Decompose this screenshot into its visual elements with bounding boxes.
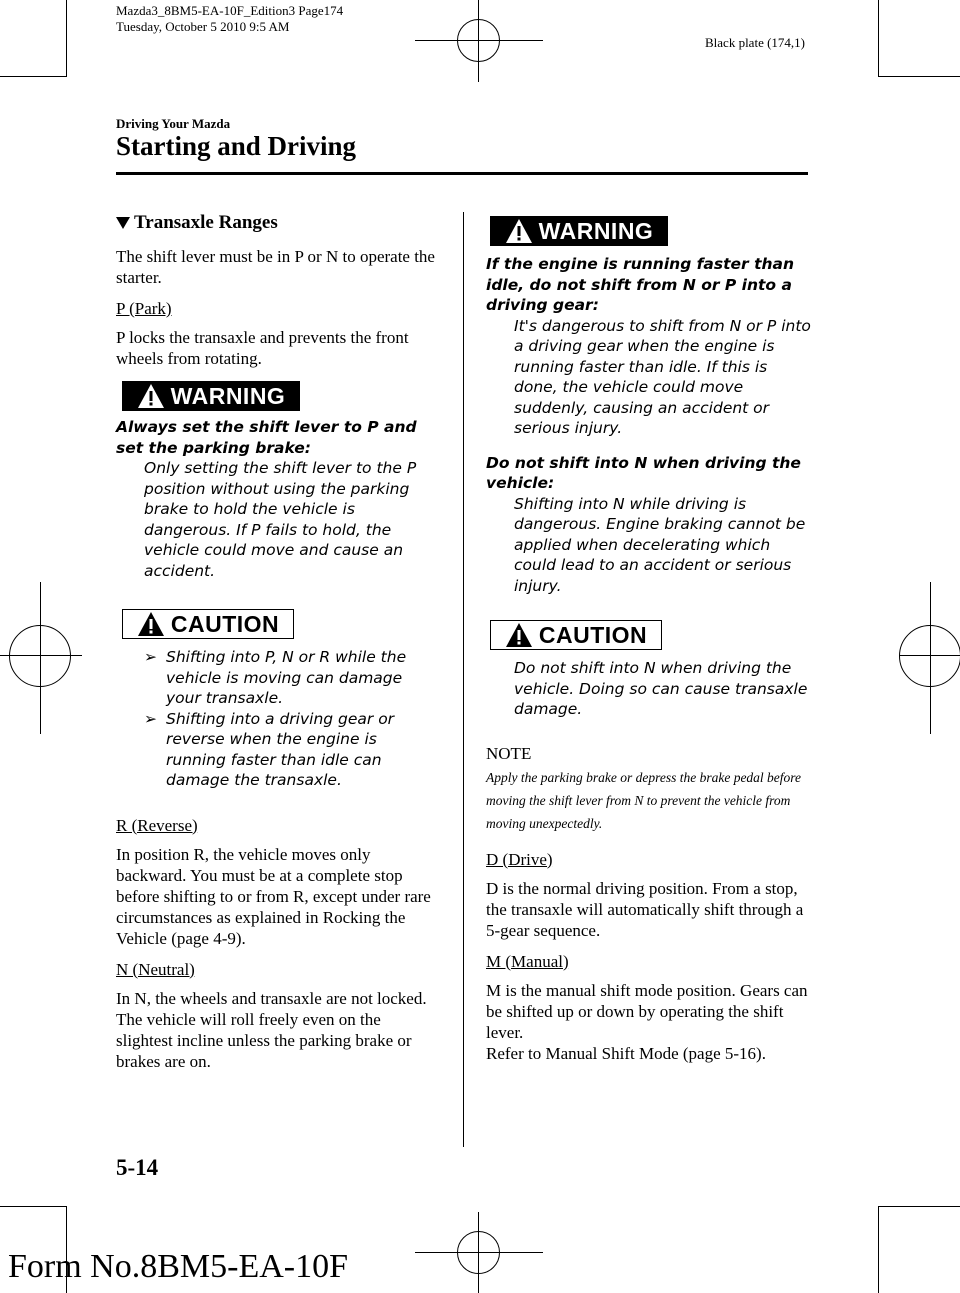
plate-label: Black plate (174,1) — [705, 35, 805, 50]
warning-label: WARNING — [538, 217, 654, 244]
reverse-label: R (Reverse) — [116, 815, 198, 835]
left-column — [116, 212, 441, 1082]
print-job-line-2: Tuesday, October 5 2010 9:5 AM — [116, 19, 290, 34]
neutral-label: N (Neutral) — [116, 959, 195, 979]
warning-lead: Always set the shift lever to P and set the parking brake: — [116, 418, 417, 457]
warning-label: WARNING — [170, 382, 286, 409]
right-column — [486, 212, 811, 1074]
warning-lead: If the engine is running faster than idle, do not shift from N or P into a driving gear: — [486, 255, 795, 314]
warning-banner — [122, 381, 300, 411]
warning-triangle-icon — [505, 622, 533, 648]
park-label: P (Park) — [116, 299, 172, 318]
heading-text: Transaxle Ranges — [134, 212, 278, 233]
chevron-right-icon: ➢ — [144, 648, 157, 666]
section-heading — [116, 212, 441, 234]
warning-triangle-icon — [137, 611, 165, 637]
drive-text: D is the normal driving position. From a stop, the transaxle will automatically shift through a 5-gear sequence. — [486, 878, 804, 940]
caution-list — [116, 647, 441, 791]
warning-text: Only setting the shift lever to the P position without using the parking brake to hold the vehicle is dangerous. If P fails to hold, the vehicle could move and cause an accident. — [144, 459, 417, 580]
print-job-info — [116, 3, 343, 35]
note-text: Apply the parking brake or depress the brake pedal before moving the shift lever from N to prevent the vehicle from moving unexpectedly. — [486, 769, 802, 831]
print-job-line-1: Mazda3_8BM5-EA-10F_Edition3 Page174 — [116, 3, 344, 18]
note-label: NOTE — [486, 743, 532, 763]
caution-item-text: Shifting into a driving gear or reverse when the engine is running faster than idle can damage the transaxle. — [166, 709, 395, 789]
caution-item-text: Shifting into P, N or R while the vehicle is moving can damage your transaxle. — [166, 648, 407, 707]
section-breadcrumb: Driving Your Mazda — [116, 116, 231, 131]
column-divider — [463, 212, 464, 1147]
warning-text: It's dangerous to shift from N or P into a driving gear when the engine is running faster than idle. If this is done, the vehicle could move suddenly, causing an accident or serious injury. — [514, 316, 811, 437]
caution-text: Do not shift into N when driving the vehicle. Doing so can cause transaxle damage. — [514, 659, 808, 718]
caution-item — [144, 647, 441, 709]
drive-label: D (Drive) — [486, 849, 553, 869]
caution-label: CAUTION — [538, 621, 648, 648]
header-rule — [116, 172, 808, 175]
park-text: P locks the transaxle and prevents the front wheels from rotating. — [116, 328, 409, 368]
chevron-right-icon: ➢ — [144, 709, 157, 728]
warning-lead: Do not shift into N when driving the vehicle: — [486, 453, 801, 492]
triangle-down-icon — [116, 217, 130, 229]
manual-label: M (Manual) — [486, 951, 569, 971]
page-title: Starting and Driving — [116, 131, 357, 161]
manual-reference: Refer to Manual Shift Mode (page 5-16). — [486, 1043, 766, 1063]
page-number: 5-14 — [116, 1155, 159, 1180]
caution-item — [144, 709, 441, 791]
caution-banner — [122, 609, 294, 639]
caution-banner — [490, 620, 662, 650]
warning-triangle-icon — [137, 383, 165, 409]
warning-triangle-icon — [505, 218, 533, 244]
warning-text: Shifting into N while driving is dangerous. Engine braking cannot be applied when decelerating which could lead to an accident or serious injury. — [514, 494, 806, 595]
caution-label: CAUTION — [170, 610, 280, 637]
manual-text: M is the manual shift mode position. Gears can be shifted up or down by operating the shift lever. — [486, 980, 808, 1042]
warning-banner — [490, 216, 668, 246]
reverse-text: In position R, the vehicle moves only backward. You must be at a complete stop before shifting to or from R, except under rare circumstances as explained in Rocking the Vehicle (page 4-9). — [116, 844, 431, 948]
form-number: Form No.8BM5-EA-10F — [8, 1248, 349, 1285]
intro-text: The shift lever must be in P or N to operate the starter. — [116, 247, 435, 287]
neutral-text: In N, the wheels and transaxle are not locked. The vehicle will roll freely even on the slightest incline unless the parking brake or brakes are on. — [116, 988, 427, 1071]
